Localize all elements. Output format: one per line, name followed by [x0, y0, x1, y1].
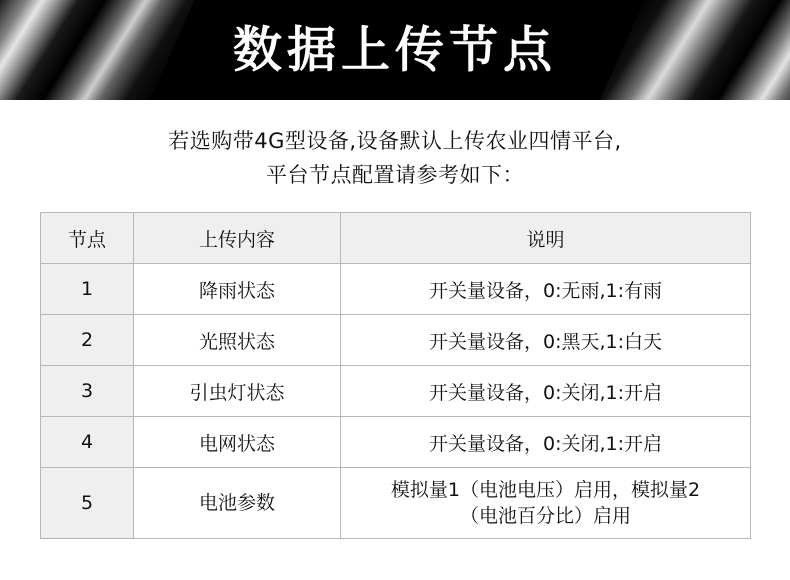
cell-description: 开关量设备，0:关闭,1:开启	[341, 366, 751, 417]
cell-description-line-1: 模拟量1（电池电压）启用，模拟量2	[390, 478, 701, 501]
cell-description: 开关量设备，0:黑天,1:白天	[341, 315, 751, 366]
cell-description: 开关量设备，0:关闭,1:开启	[341, 417, 751, 468]
intro-paragraph	[0, 124, 790, 192]
intro-line-2: 平台节点配置请参考如下：	[266, 163, 524, 188]
cell-content: 光照状态	[134, 315, 341, 366]
cell-content: 电网状态	[134, 417, 341, 468]
page-title: 数据上传节点	[232, 21, 557, 79]
header-banner	[0, 0, 790, 100]
cell-description	[341, 468, 751, 539]
table-row	[41, 315, 751, 366]
table-row	[41, 264, 751, 315]
cell-content: 引虫灯状态	[134, 366, 341, 417]
cell-content: 电池参数	[134, 468, 341, 539]
column-header-description: 说明	[341, 213, 751, 264]
column-header-content: 上传内容	[134, 213, 341, 264]
node-table	[40, 212, 751, 539]
intro-line-1: 若选购带4G型设备,设备默认上传农业四情平台,	[168, 129, 622, 153]
table-row	[41, 366, 751, 417]
table-row	[41, 468, 751, 539]
column-header-node: 节点	[41, 213, 134, 264]
table-header	[41, 213, 751, 264]
table-header-row	[41, 213, 751, 264]
cell-description: 开关量设备，0:无雨,1:有雨	[341, 264, 751, 315]
cell-content: 降雨状态	[134, 264, 341, 315]
cell-node: 3	[41, 366, 134, 417]
cell-node: 1	[41, 264, 134, 315]
table-row	[41, 417, 751, 468]
cell-description-line-2: （电池百分比）启用	[459, 505, 631, 528]
cell-node: 4	[41, 417, 134, 468]
node-table-wrapper	[40, 212, 750, 539]
cell-node: 2	[41, 315, 134, 366]
cell-node: 5	[41, 468, 134, 539]
table-body	[41, 264, 751, 539]
